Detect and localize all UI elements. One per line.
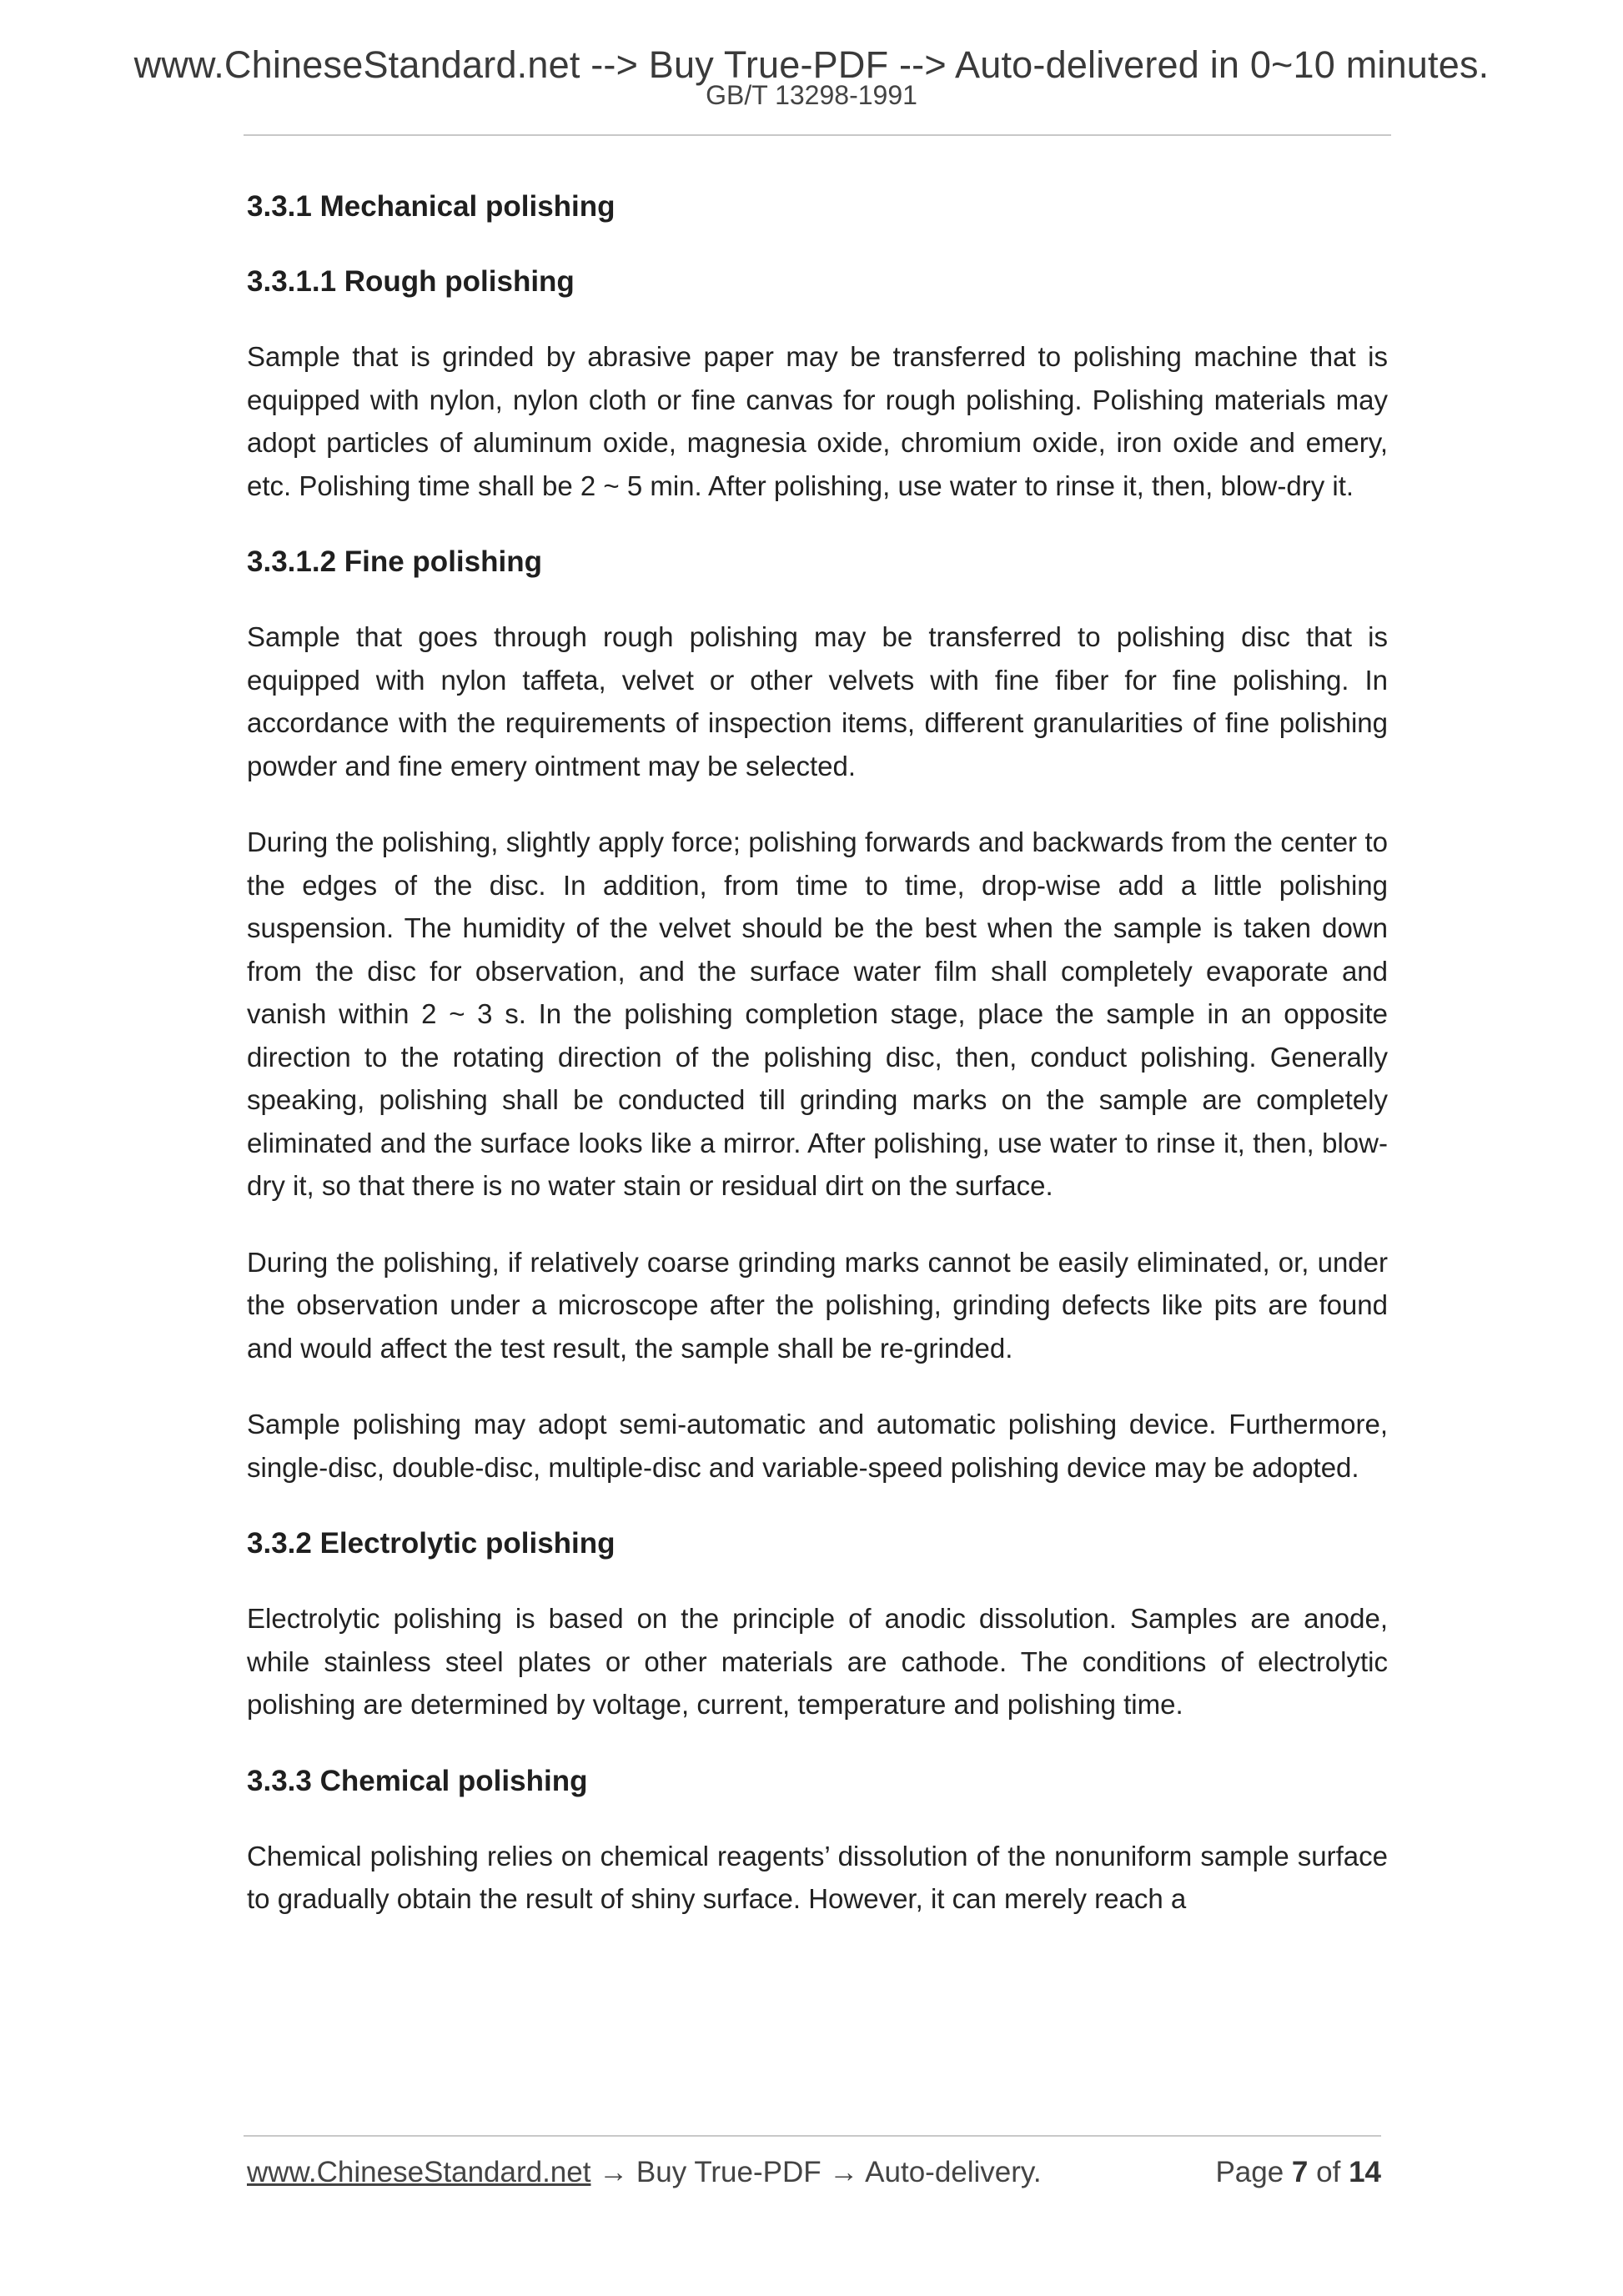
top-banner: www.ChineseStandard.net --> Buy True-PDF --> Auto-delivered in 0~10 minutes. bbox=[133, 43, 1490, 86]
footer-site-link[interactable]: www.ChineseStandard.net bbox=[247, 2156, 591, 2188]
page-number bbox=[1215, 2156, 1381, 2189]
page-total: 14 bbox=[1349, 2156, 1381, 2188]
footer-divider bbox=[244, 2135, 1381, 2137]
paragraph-fine-polishing-4: Sample polishing may adopt semi-automatic and automatic polishing device. Furthermore, single-disc, double-disc, multiple-disc and variable-speed polishing device may be adopted. bbox=[247, 1409, 1388, 1483]
section-heading-3-3-3: 3.3.3 Chemical polishing bbox=[247, 1764, 588, 1797]
page-footer bbox=[247, 2156, 1381, 2198]
footer-left bbox=[247, 2156, 1042, 2189]
paragraph-fine-polishing-2: During the polishing, slightly apply force; polishing forwards and backwards from the center to the edges of the disc. In addition, from time to time, drop-wise add a little polishing suspension. The humidity of the velvet should be the best when the sample is taken down from the disc for observation, and the surface water film shall completely evaporate and vanish within 2 ~ 3 s. In the polishing completion stage, place the sample in an opposite direction to the rotating direction of the polishing disc, then, conduct polishing. Generally speaking, polishing shall be conducted till grinding marks on the sample are completely eliminated and the surface looks like a mirror. After polishing, use water to rinse it, then, blow-dry it, so that there is no water stain or residual dirt on the surface. bbox=[247, 826, 1388, 1201]
section-heading-3-3-1: 3.3.1 Mechanical polishing bbox=[247, 190, 616, 223]
header-divider bbox=[244, 134, 1391, 136]
page-word: Page bbox=[1215, 2156, 1284, 2188]
section-heading-3-3-1-1: 3.3.1.1 Rough polishing bbox=[247, 265, 575, 298]
paragraph-electrolytic-polishing: Electrolytic polishing is based on the principle of anodic dissolution. Samples are anode, while stainless steel plates or other materials are cathode. The conditions of electrolytic polishing are determined by voltage, current, temperature and polishing time. bbox=[247, 1603, 1388, 1720]
paragraph-chemical-polishing: Chemical polishing relies on chemical reagents’ dissolution of the nonuniform sample surface to gradually obtain the result of shiny surface. However, it can merely reach a bbox=[247, 1840, 1388, 1914]
page-content bbox=[247, 185, 1388, 1921]
section-heading-3-3-1-2: 3.3.1.2 Fine polishing bbox=[247, 545, 542, 578]
page-current: 7 bbox=[1291, 2156, 1309, 2188]
paragraph-fine-polishing-3: During the polishing, if relatively coarse grinding marks cannot be easily eliminated, or, under the observation under a microscope after the polishing, grinding defects like pits are found and would affect the test result, the sample shall be re-grinded. bbox=[247, 1246, 1388, 1364]
paragraph-rough-polishing: Sample that is grinded by abrasive paper may be transferred to polishing machine that is equipped with nylon, nylon cloth or fine canvas for rough polishing. Polishing materials may adopt particles of aluminum oxide, magnesia oxide, chromium oxide, iron oxide and emery, etc. Polishing time shall be 2 ~ 5 min. After polishing, use water to rinse it, then, blow-dry it. bbox=[247, 341, 1388, 501]
section-heading-3-3-2: 3.3.2 Electrolytic polishing bbox=[247, 1527, 616, 1560]
document-code: GB/T 13298-1991 bbox=[706, 80, 917, 110]
footer-tail-text: → Buy True-PDF → Auto-delivery. bbox=[590, 2156, 1042, 2188]
of-word: of bbox=[1316, 2156, 1341, 2188]
paragraph-fine-polishing-1: Sample that goes through rough polishing may be transferred to polishing disc that is equipped with nylon taffeta, velvet or other velvets with fine fiber for fine polishing. In accordance with the requirements of inspection items, different granularities of fine polishing powder and fine emery ointment may be selected. bbox=[247, 621, 1388, 781]
